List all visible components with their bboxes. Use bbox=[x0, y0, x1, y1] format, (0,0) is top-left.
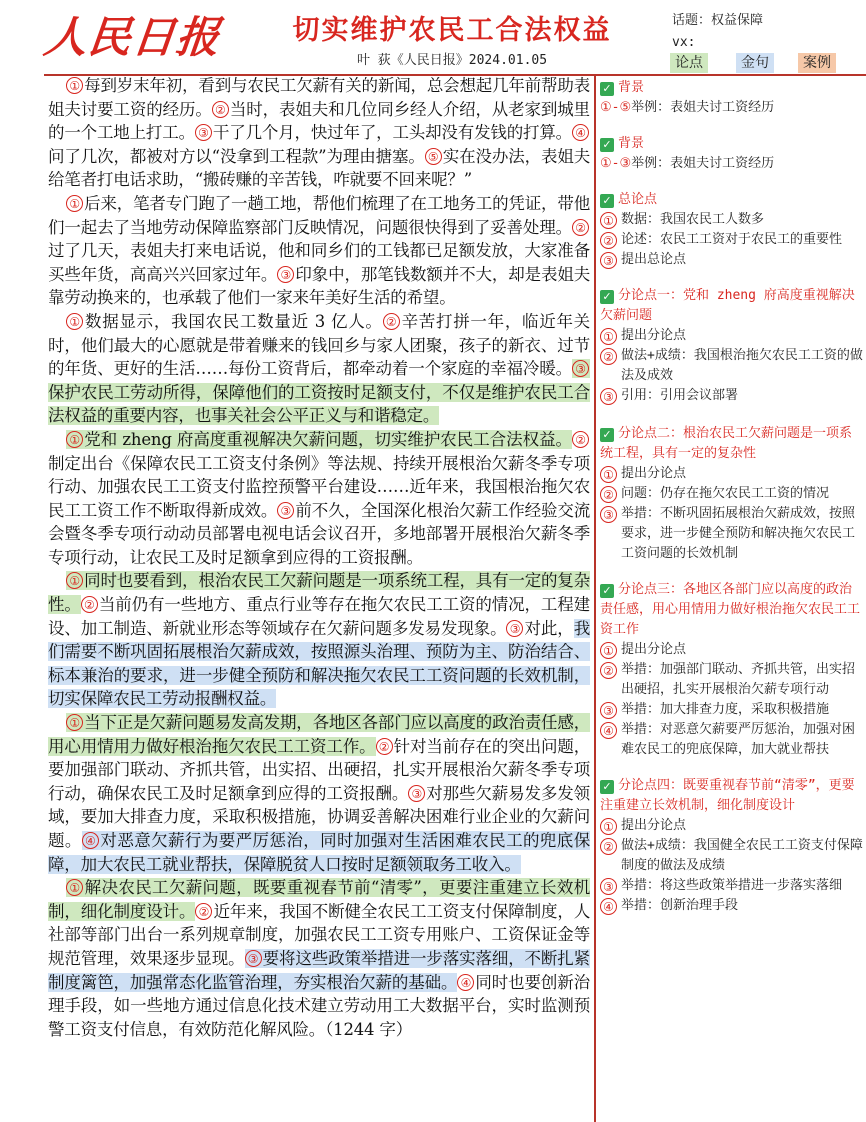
outline-item bbox=[600, 720, 864, 760]
sentence-number: ② bbox=[195, 903, 212, 920]
sentence-number: ③ bbox=[277, 266, 294, 283]
sentence: 解决农民工欠薪问题，既要重视春节前“清零”，更要注重建立长效机制，细化制度设计。 bbox=[48, 878, 590, 921]
outline-item-text: 做法+成绩：我国根治拖欠农民工工资的做法及成效 bbox=[621, 348, 863, 383]
checkmark-icon: ✓ bbox=[600, 290, 614, 304]
outline-item-text: 举措：加大排查力度，采取积极措施 bbox=[621, 702, 830, 717]
sentence: 对那些欠薪易发多发领域，要加大排查力度，采取积极措施，协调妥善解决困难行业企业的欠薪问题。 bbox=[48, 783, 590, 850]
sentence-number: ① bbox=[66, 77, 83, 94]
outline-item-text: 提出总论点 bbox=[621, 252, 687, 267]
outline-item-number: ③ bbox=[600, 252, 617, 269]
outline-section-title bbox=[600, 190, 864, 210]
outline-item-number: ①-⑤ bbox=[600, 100, 632, 115]
outline-item-text: 问题：仍存在拖欠农民工工资的情况 bbox=[621, 486, 830, 501]
word-count: （1244 字） bbox=[325, 1019, 412, 1039]
sentence-number: ② bbox=[212, 101, 229, 118]
outline-item-number: ④ bbox=[600, 898, 617, 915]
outline-item-number: ④ bbox=[600, 722, 617, 739]
outline-item bbox=[600, 700, 864, 720]
outline-item-number: ① bbox=[600, 466, 617, 483]
sentence: 每到岁末年初，看到与农民工欠薪有关的新闻，总会想起几年前帮助表姐夫讨要工资的经历。 bbox=[48, 76, 590, 119]
outline-item bbox=[600, 250, 864, 270]
outline-section bbox=[600, 286, 864, 406]
sentence-number: ④ bbox=[572, 124, 589, 141]
outline-item-number: ② bbox=[600, 348, 617, 365]
sentence: 对恶意欠薪行为要严厉惩治，同时加强对生活困难农民工的兜底保障，加大农民工就业帮扶，保障脱贫人口按时足额领取务工收入。 bbox=[48, 831, 590, 874]
outline-sidebar bbox=[600, 78, 864, 916]
paragraph bbox=[48, 310, 590, 428]
paragraph bbox=[48, 569, 590, 711]
outline-section bbox=[600, 776, 864, 916]
outline-item-number: ①-③ bbox=[600, 156, 632, 171]
outline-item-number: ② bbox=[600, 662, 617, 679]
outline-item bbox=[600, 816, 864, 836]
sentence: 后来，笔者专门跑了一趟工地，帮他们梳理了在工地务工的凭证，带他们一起去了当地劳动保障监察部门反映情况，问题很快得到了妥善处理。 bbox=[48, 193, 590, 237]
sentence-number: ② bbox=[383, 313, 400, 330]
sentence-number: ② bbox=[572, 219, 589, 236]
column-divider bbox=[594, 76, 596, 1122]
outline-item bbox=[600, 386, 864, 406]
outline-item bbox=[600, 464, 864, 484]
outline-item-number: ① bbox=[600, 642, 617, 659]
outline-item bbox=[600, 896, 864, 916]
sentence-number: ① bbox=[66, 714, 83, 731]
sentence: 数据显示，我国农民工数量近 3 亿人。 bbox=[84, 311, 383, 331]
outline-item bbox=[600, 484, 864, 504]
page-title: 切实维护农民工合法权益 bbox=[292, 15, 612, 46]
sentence-number: ③ bbox=[245, 950, 262, 967]
outline-section-title bbox=[600, 78, 864, 98]
outline-section-label: 分论点二：根治农民工欠薪问题是一项系统工程，具有一定的复杂性 bbox=[600, 426, 853, 461]
outline-item bbox=[600, 98, 864, 118]
sentence: 前不久，全国深化根治欠薪工作经验交流会暨冬季专项行动动员部署电视电话会议召开，多地部署开展根治欠薪冬季专项行动，让农民工及时足额拿到应得的工资报酬。 bbox=[48, 500, 590, 567]
article-body bbox=[48, 74, 590, 1041]
sentence: 针对当前存在的突出问题，要加强部门联动、齐抓共管，出实招、出硬招，扎实开展根治欠薪冬季专项行动，确保农民工及时足额拿到应得的工资报酬。 bbox=[48, 736, 590, 803]
sentence-number: ② bbox=[376, 738, 393, 755]
outline-item-text: 提出分论点 bbox=[621, 642, 687, 657]
topic-label: 话题：权益保障 bbox=[672, 13, 764, 28]
checkmark-icon: ✓ bbox=[600, 780, 614, 794]
outline-section-label: 分论点一：党和 zheng 府高度重视解决欠薪问题 bbox=[600, 288, 855, 323]
outline-item bbox=[600, 640, 864, 660]
sentence-number: ③ bbox=[408, 785, 425, 802]
outline-item-text: 举措：创新治理手段 bbox=[621, 898, 739, 913]
outline-section-title bbox=[600, 286, 864, 326]
sentence: 党和 zheng 府高度重视解决欠薪问题，切实维护农民工合法权益。 bbox=[84, 429, 572, 449]
byline: 叶 荻《人民日报》2024.01.05 bbox=[356, 53, 548, 68]
outline-item-number: ② bbox=[600, 838, 617, 855]
outline-item-text: 举例：表姐夫讨工资经历 bbox=[631, 156, 775, 171]
sentence-number: ① bbox=[66, 195, 83, 212]
checkmark-icon: ✓ bbox=[600, 138, 614, 152]
outline-item-text: 提出分论点 bbox=[621, 466, 687, 481]
outline-item bbox=[600, 210, 864, 230]
sentence-number: ③ bbox=[277, 502, 294, 519]
outline-item-number: ③ bbox=[600, 388, 617, 405]
tag-case: 案例 bbox=[798, 53, 836, 73]
paragraph bbox=[48, 876, 590, 1041]
sentence-number: ② bbox=[81, 596, 98, 613]
outline-item-text: 引用：引用会议部署 bbox=[621, 388, 739, 403]
page-header bbox=[0, 0, 866, 74]
sentence: 干了几个月，快过年了，工头却没有发钱的打算。 bbox=[212, 123, 573, 143]
outline-section-title bbox=[600, 776, 864, 816]
outline-section-title bbox=[600, 424, 864, 464]
outline-item-text: 提出分论点 bbox=[621, 328, 687, 343]
outline-item bbox=[600, 836, 864, 876]
sentence: 实在没办法，表姐夫给笔者打电话求助，“搬砖赚的辛苦钱，咋就要不回来呢？” bbox=[48, 146, 590, 190]
sentence: 同时也要创新治理手段，如一些地方通过信息化技术建立劳动用工大数据平台，实时监测预警工资支付信息，有效防范化解风险。 bbox=[48, 972, 590, 1039]
sentence: 问了几次，都被对方以“没拿到工程款”为理由搪塞。 bbox=[48, 146, 425, 166]
outline-item-number: ③ bbox=[600, 702, 617, 719]
outline-section-label: 背景 bbox=[618, 136, 645, 151]
sentence: 近年来，我国不断健全农民工工资支付保障制度，人社部等部门出台一系列规章制度，加强农民工工资专用账户、工资保证金等规范管理，效果逐步显现。 bbox=[48, 901, 590, 968]
outline-section-label: 分论点三：各地区各部门应以高度的政治责任感，用心用情用力做好根治拖欠农民工工资工作 bbox=[600, 582, 861, 637]
outline-item-number: ① bbox=[600, 818, 617, 835]
outline-item-text: 举例：表姐夫讨工资经历 bbox=[631, 100, 775, 115]
sentence: 要将这些政策举措进一步落实落细，不断扎紧制度篱笆，加强常态化监管治理，夯实根治欠薪的基础。 bbox=[48, 948, 590, 992]
sentence-number: ① bbox=[66, 431, 83, 448]
outline-section-label: 总论点 bbox=[618, 192, 658, 207]
sentence: 对此， bbox=[524, 618, 574, 638]
outline-item-text: 论述：农民工工资对于农民工的重要性 bbox=[621, 232, 843, 247]
outline-section bbox=[600, 134, 864, 174]
outline-item-text: 做法+成绩：我国健全农民工工资支付保障制度的做法及成绩 bbox=[621, 838, 863, 873]
highlight-argument bbox=[66, 430, 572, 449]
outline-section-label: 背景 bbox=[618, 80, 645, 95]
outline-item bbox=[600, 326, 864, 346]
sentence-number: ① bbox=[66, 879, 83, 896]
outline-item-text: 举措：将这些政策举措进一步落实落细 bbox=[621, 878, 843, 893]
sentence: 当下正是欠薪问题易发高发期，各地区各部门应以高度的政治责任感，用心用情用力做好根治拖欠农民工工资工作。 bbox=[48, 713, 590, 756]
outline-item-number: ② bbox=[600, 486, 617, 503]
highlight-golden-sentence bbox=[48, 831, 590, 874]
paragraph bbox=[48, 192, 590, 310]
outline-item bbox=[600, 660, 864, 700]
outline-item bbox=[600, 154, 864, 174]
outline-item-text: 举措：加强部门联动、齐抓共管，出实招出硬招，扎实开展根治欠薪专项行动 bbox=[621, 662, 856, 697]
tag-golden-sentence: 金句 bbox=[736, 53, 774, 73]
outline-section bbox=[600, 190, 864, 270]
outline-item-text: 举措：对恶意欠薪要严厉惩治，加强对困难农民工的兜底保障，加大就业帮扶 bbox=[621, 722, 856, 757]
checkmark-icon: ✓ bbox=[600, 428, 614, 442]
sentence-number: ④ bbox=[82, 832, 99, 849]
outline-item-text: 提出分论点 bbox=[621, 818, 687, 833]
paragraph bbox=[48, 74, 590, 192]
outline-item bbox=[600, 876, 864, 896]
sentence-number: ④ bbox=[457, 974, 474, 991]
sentence-number: ① bbox=[66, 313, 83, 330]
sentence: 同时也要看到，根治农民工欠薪问题是一项系统工程，具有一定的复杂性。 bbox=[48, 571, 590, 615]
sentence: 印象中，那笔钱数额并不大，却是表姐夫靠劳动换来的，也承载了他们一家来年美好生活的希望。 bbox=[48, 264, 590, 308]
outline-section bbox=[600, 424, 864, 564]
outline-item bbox=[600, 346, 864, 386]
sentence-number: ③ bbox=[572, 360, 589, 377]
outline-item bbox=[600, 230, 864, 250]
outline-item bbox=[600, 504, 864, 564]
outline-section-label: 分论点四：既要重视春节前“清零”，更要注重建立长效机制，细化制度设计 bbox=[600, 778, 855, 813]
checkmark-icon: ✓ bbox=[600, 82, 614, 96]
outline-item-number: ① bbox=[600, 212, 617, 229]
paragraph bbox=[48, 428, 590, 570]
highlight-golden-sentence: 我们需要不断巩固拓展根治欠薪成效，按照源头治理、预防为主、防治结合、标本兼治的要求，进一步健全预防和解决拖欠农民工工资问题的长效机制，切实保障农民工劳动报酬权益。 bbox=[48, 618, 590, 709]
outline-item-number: ③ bbox=[600, 878, 617, 895]
sentence: 当前仍有一些地方、重点行业等存在拖欠农民工工资的情况，工程建设、加工制造、新就业形态等领域存在欠薪问题多发易发现象。 bbox=[48, 595, 590, 638]
outline-item-number: ② bbox=[600, 232, 617, 249]
sentence: 辛苦打拼一年，临近年关时，他们最大的心愿就是带着赚来的钱回乡与家人团聚，孩子的新衣、过节的年货、更好的生活……每份工资背后，都牵动着一个家庭的幸福冷暖。 bbox=[48, 311, 590, 379]
outline-section-title bbox=[600, 134, 864, 154]
paragraph bbox=[48, 711, 590, 876]
sentence-number: ③ bbox=[195, 124, 212, 141]
tag-argument: 论点 bbox=[670, 53, 708, 73]
sentence: 制定出台《保障农民工工资支付条例》等法规、持续开展根治欠薪冬季专项行动、加强农民工工资支付监控预警平台建设……近年来，我国根治拖欠农民工工资工作不断取得新成效。 bbox=[48, 453, 590, 520]
sentence: 过了几天，表姐夫打来电话说，他和同乡们的工钱都已足额发放，大家准备买些年货，高高兴兴回家过年。 bbox=[48, 241, 590, 284]
sentence: 当时，表姐夫和几位同乡经人介绍，从老家到城里的一个工地上打工。 bbox=[48, 99, 590, 143]
outline-item-number: ③ bbox=[600, 506, 617, 523]
checkmark-icon: ✓ bbox=[600, 584, 614, 598]
checkmark-icon: ✓ bbox=[600, 194, 614, 208]
vx-label: vx: bbox=[672, 35, 696, 50]
sentence-number: ① bbox=[66, 572, 83, 589]
sentence-number: ② bbox=[572, 431, 589, 448]
outline-section bbox=[600, 78, 864, 118]
outline-section bbox=[600, 580, 864, 760]
outline-item-text: 数据：我国农民工人数多 bbox=[621, 212, 765, 227]
sentence-number: ③ bbox=[506, 620, 523, 637]
sentence: 保护农民工劳动所得，保障他们的工资按时足额支付，不仅是维护农民工合法权益的重要内容，也事关社会公平正义与和谐稳定。 bbox=[48, 382, 590, 426]
outline-section-title bbox=[600, 580, 864, 640]
sentence-number: ⑤ bbox=[425, 148, 442, 165]
outline-item-number: ① bbox=[600, 328, 617, 345]
legend-tags bbox=[670, 53, 862, 74]
outline-item-text: 举措：不断巩固拓展根治欠薪成效，按照要求，进一步健全预防和解决拖欠农民工工资问题的长效机制 bbox=[621, 506, 856, 561]
newspaper-logo: 人民日报 bbox=[41, 13, 223, 63]
